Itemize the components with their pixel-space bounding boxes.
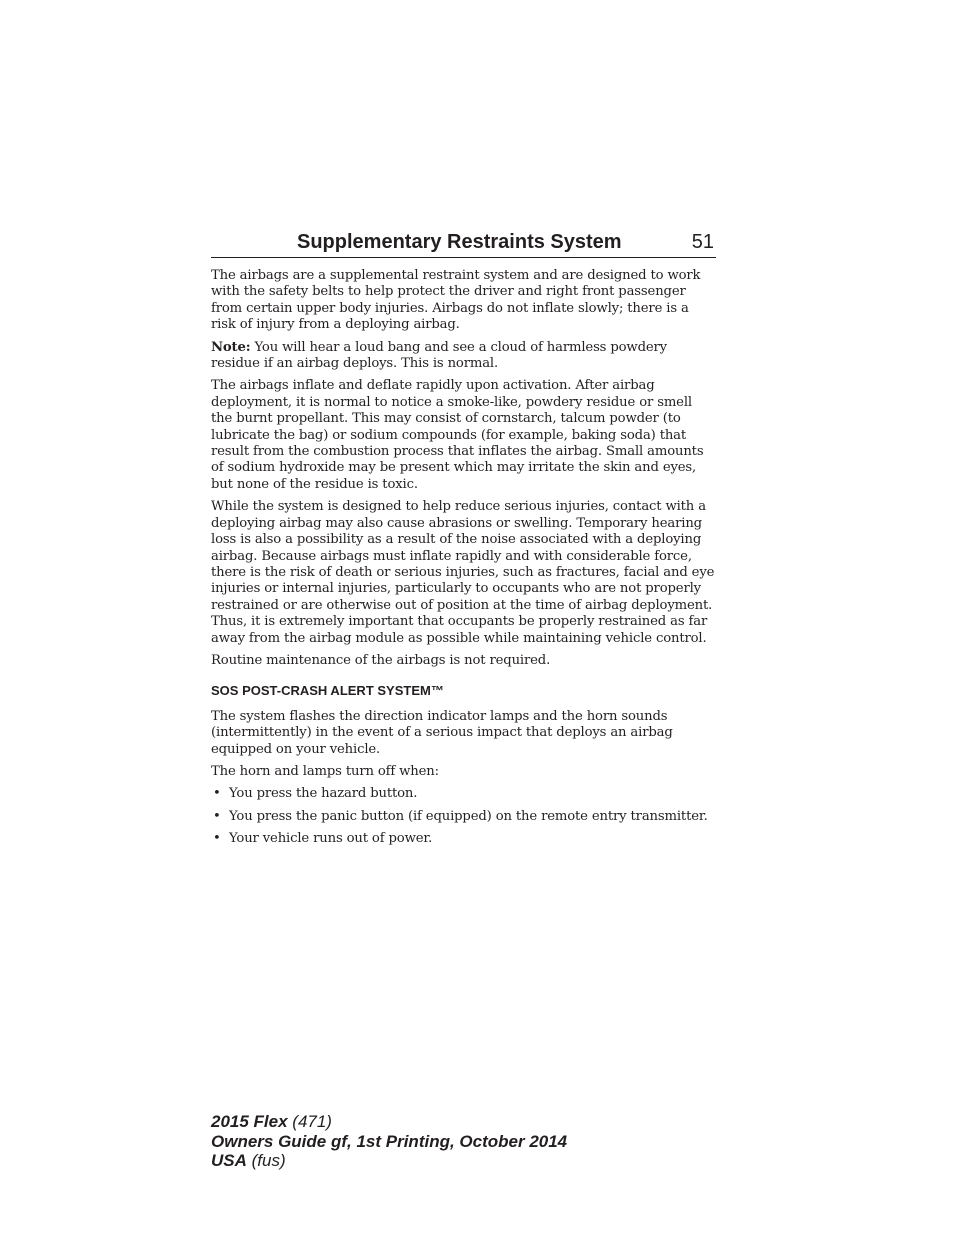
footer-model-code: (471) [287,1112,332,1131]
list-item-text: You press the panic button (if equipped) on the remote entry transmitter. [229,808,708,824]
list-item [211,786,716,802]
bullet-icon: • [213,831,221,847]
paragraph-maintenance: Routine maintenance of the airbags is not required. [211,652,551,668]
sos-turn-off-list [211,786,716,847]
page-body [211,268,716,854]
bullet-icon: • [213,808,221,824]
paragraph-airbags-supplemental: The airbags are a supplemental restraint system and are designed to work with the safety belts to help protect the driver and right front passenger from certain upper body injuries. Airbags do not inflate slowly; there is a risk of injury from a deploying airbag. [211,268,701,333]
note-text: You will hear a loud bang and see a cloud of harmless powdery residue if an airbag deploys. This is normal. [211,339,667,372]
paragraph-airbag-injuries: While the system is designed to help reduce serious injuries, contact with a deploying airbag may also cause abrasions or swelling. Temporary hearing loss is also a possibility as a result of the noise associated with a deploying airbag. Because airbags must inflate rapidly and with considerable force, there is the risk of death or serious injuries, such as fractures, facial and eye injuries or internal injuries, particularly to occupants who are not properly restrained or are otherwise out of position at the time of airbag deployment. Thus, it is extremely important that occupants be properly restrained as far away from the airbag module as possible while maintaining vehicle control. [211,499,715,646]
page-footer [211,1112,567,1171]
paragraph-sos-system: The system flashes the direction indicator lamps and the horn sounds (intermittently) in the event of a serious impact that deploys an airbag equipped on your vehicle. [211,708,673,757]
footer-market-line [211,1151,567,1171]
list-item [211,831,716,847]
list-item-text: You press the hazard button. [229,786,418,802]
footer-guide-line [211,1132,567,1152]
footer-model: 2015 Flex [211,1112,288,1131]
section-title: Supplementary Restraints System [297,231,622,253]
paragraph-airbag-residue: The airbags inflate and deflate rapidly upon activation. After airbag deployment, it is normal to notice a smoke-like, powdery residue or smell the burnt propellant. This may consist of cornstarch, talcum powder (to lubricate the bag) or sodium compounds (for example, baking soda) that result from the combustion process that inflates the airbag. Small amounts of sodium hydroxide may be present which may irritate the skin and eyes, but none of the residue is toxic. [211,378,704,492]
paragraph-horn-lamps: The horn and lamps turn off when: [211,763,439,779]
bullet-icon: • [213,786,221,802]
footer-market: USA [211,1151,247,1170]
page-number: 51 [691,231,714,253]
page-header [211,229,716,258]
sos-section-heading: SOS POST-CRASH ALERT SYSTEM™ [211,683,444,699]
note-paragraph [211,340,716,373]
footer-model-line [211,1112,567,1132]
footer-guide: Owners Guide gf, 1st Printing, October 2014 [211,1131,568,1151]
footer-market-code: (fus) [246,1151,286,1170]
note-label: Note: [211,339,251,355]
list-item [211,809,716,825]
list-item-text: Your vehicle runs out of power. [229,831,433,847]
